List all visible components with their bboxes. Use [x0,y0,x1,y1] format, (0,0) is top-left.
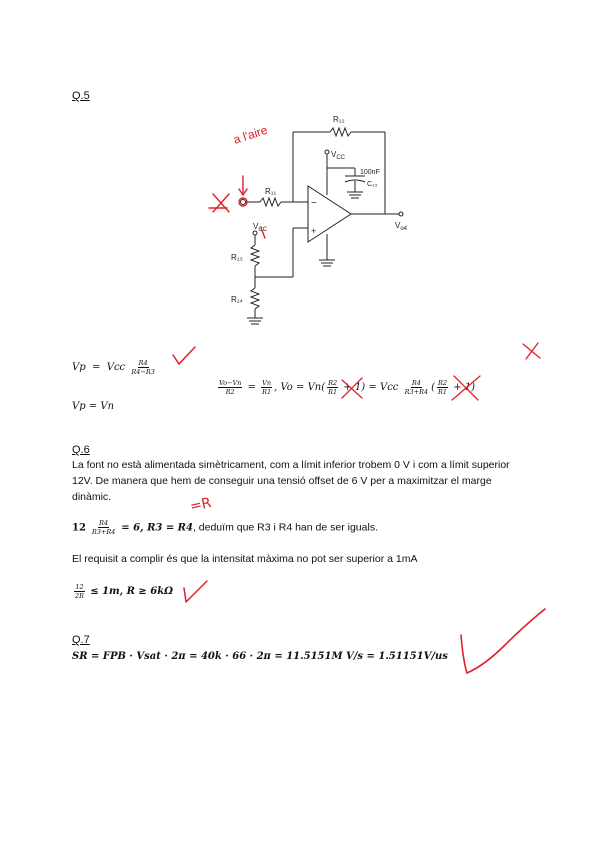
label-vcc-top: $V_{CC}$ [331,150,346,161]
label-inverting: − [311,198,317,209]
ink-note-aire: a l'aire [231,122,270,147]
q7-formula: SR = FPB · Vsat · 2π = 40k · 66 · 2π = 11.5151M V/s = 1.51151V/us [72,651,448,662]
label-noninverting: + [311,226,317,236]
eq3-vp-vn: Vp = Vn [72,401,115,412]
resistor-r13 [251,245,259,266]
label-r11: R₁₁ [265,187,277,196]
ink-crossouts-eq2 [320,370,530,404]
label-cap-name: C₁₃ [367,181,378,188]
q6-requirement: El requisit a complir és que la intensitat màxima no pot ser superior a 1mA [72,553,418,565]
circuit-diagram [205,110,420,330]
q6-paragraph: La font no està alimentada simètricament, com a límit inferior trobem 0 V i com a límit superior 12V. De manera que hem de conseguir una tensió offset de 6 V per a maximitzar el marge dinàmic. [72,459,510,503]
label-r13: R₁₃ [231,253,243,262]
q6-equation-line: 12 $\frac{R4}{R3+R4}$ = 6, R3 = R4, deduïm que R3 i R4 han de ser iguals. [72,519,378,536]
q7-heading: Q.7 [72,634,90,646]
eq2-vo: $\frac{Vo-Vn}{R2}$ = $\frac{Vn}{R1}$ , Vo = Vn( $\frac{R2}{R1}$ + 1) = Vcc $\frac{R4}{R3+R4}$ ( $\frac{R2}{R1}$ + 1) [219,379,476,396]
resistor-r14 [251,288,259,309]
q6-inequality: $\frac{12}{2R}$ ≤ 1m, R ≥ 6kΩ [75,583,174,600]
q5-heading: Q.5 [72,90,90,102]
label-r12: R₁₂ [333,115,345,124]
label-vout: $V_{o4}$ [395,221,408,232]
label-cap-value: 100nF [360,169,380,176]
label-vcc-left: $V_{CC}$ [253,222,268,233]
ink-cross-right [520,340,544,362]
ink-check-q6 [180,578,210,606]
resistor-r11 [260,198,281,206]
ink-check-q7 [455,605,550,680]
q6-heading: Q.6 [72,444,90,456]
label-r14: R₁₄ [231,295,243,304]
ink-equals-r: =R [188,494,213,516]
resistor-r12 [330,128,351,136]
ink-check-eq1 [170,345,198,367]
eq1-vp: Vp = Vcc $\frac{R4}{R4-R3}$ [72,359,155,376]
